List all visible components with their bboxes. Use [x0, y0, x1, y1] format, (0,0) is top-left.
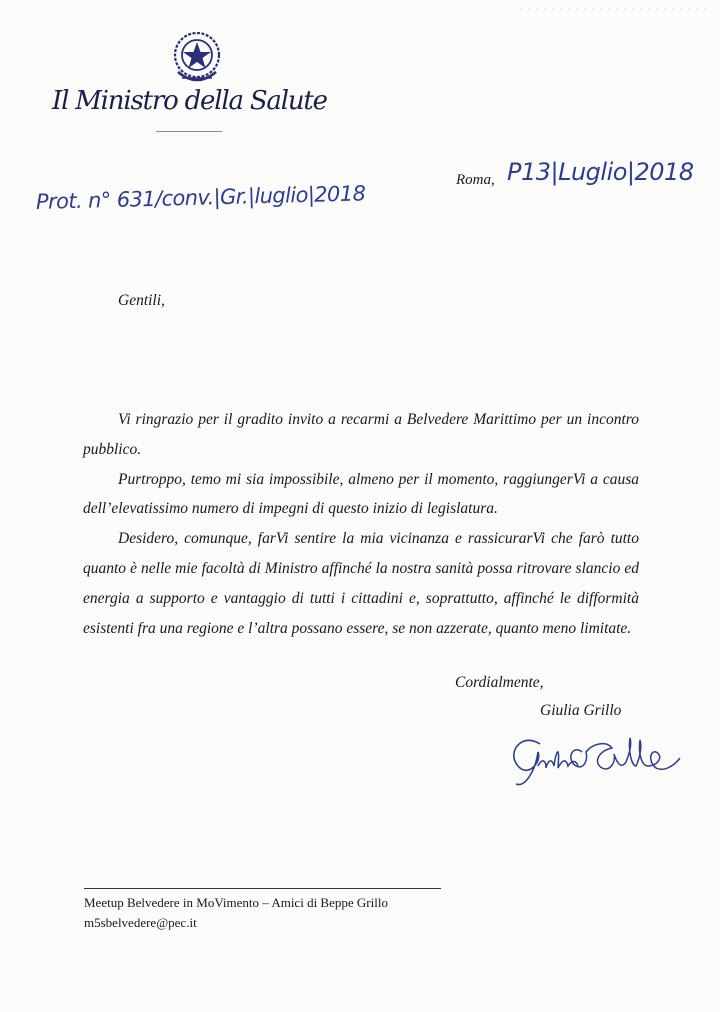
- body-paragraph: Desidero, comunque, farVi sentire la mia vicinanza e rassicurarVi che farò tutto quanto è nelle mie facoltà di Ministro affinché la nostra sanità possa ritrovare slancio ed energia a supporto e vantaggio di tutti i cittadini e, soprattutto, affinché le difformità esistenti fra una regione e l’altra possano essere, se non azzerate, quanto meno limitate.: [83, 530, 639, 637]
- place-of-writing: Roma,: [456, 172, 495, 188]
- letterhead-divider: [156, 131, 222, 132]
- salutation: Gentili,: [118, 292, 165, 309]
- closing-formula: Cordialmente,: [455, 674, 544, 691]
- handwritten-date: P13|Luglio|2018: [507, 158, 694, 186]
- recipient-email: m5sbelvedere@pec.it: [84, 915, 197, 930]
- body-paragraph: Purtroppo, temo mi sia impossibile, almeno per il momento, raggiungerVi a causa dell’elevatissimo numero di impegni di questo inizio di legislatura.: [83, 470, 639, 518]
- letterhead-title: Il Ministro della Salute: [52, 86, 327, 116]
- scan-artifact: [520, 6, 710, 12]
- handwritten-protocol-number: Prot. n° 631/conv.|Gr.|luglio|2018: [35, 181, 366, 214]
- body-paragraph: Vi ringrazio per il gradito invito a recarmi a Belvedere Marittimo per un incontro pubblico.: [83, 411, 639, 458]
- footer-divider: [84, 888, 441, 889]
- italian-republic-emblem-icon: [170, 28, 224, 86]
- signer-name: Giulia Grillo: [540, 702, 622, 719]
- letter-body: [83, 405, 639, 643]
- handwritten-signature-icon: [502, 722, 692, 792]
- recipient-name: Meetup Belvedere in MoVimento – Amici di Beppe Grillo: [84, 895, 388, 910]
- recipient-block: [84, 893, 388, 933]
